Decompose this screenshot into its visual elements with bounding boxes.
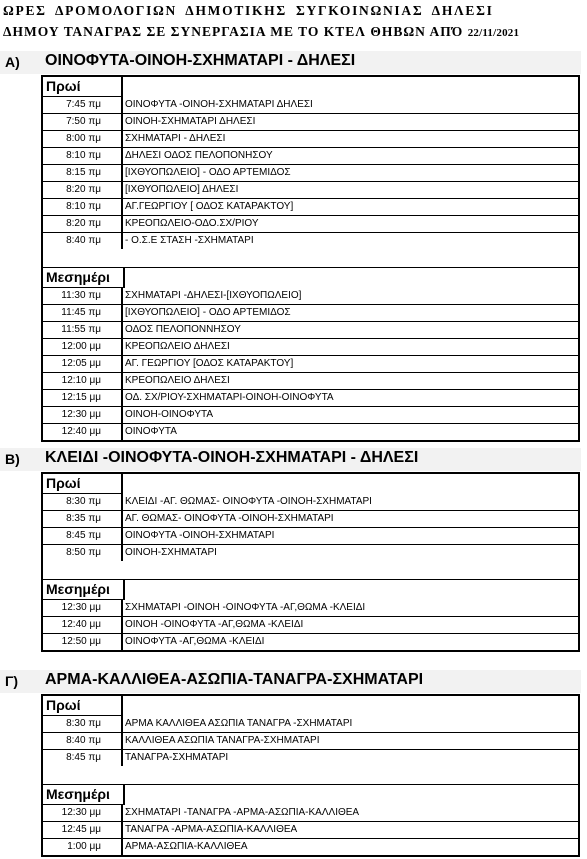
section-b-title: ΚΛΕΙΔΙ -ΟΙΝΟΦΥΤΑ-ΟΙΝΟΗ-ΣΧΗΜΑΤΑΡΙ - ΔΗΛΕΣΙ (45, 449, 419, 466)
midday-label: Μεσημέρι (43, 268, 125, 288)
route-stops: ΑΡΜΑ ΚΑΛΛΙΘΕΑ ΑΣΩΠΙΑ ΤΑΝΑΓΡΑ -ΣΧΗΜΑΤΑΡΙ (125, 718, 353, 729)
departure-time: 11:30 πμ (43, 288, 123, 304)
departure-time: 12:45 μμ (43, 822, 123, 838)
departure-time: 8:40 πμ (43, 233, 123, 249)
route-stops: ΣΧΗΜΑΤΑΡΙ -ΔΗΛΕΣΙ-[ΙΧΘΥΟΠΩΛΕΙΟ] (125, 290, 302, 301)
schedule-row (43, 407, 578, 424)
schedule-row (43, 114, 578, 131)
schedule-row (43, 600, 578, 617)
route-stops: ΟΙΝΟΦΥΤΑ -ΟΙΝΟΗ-ΣΧΗΜΑΤΑΡΙ (125, 530, 275, 541)
schedule-row (43, 839, 578, 855)
route-stops: [ΙΧΘΥΟΠΩΛΕΙΟ] ΔΗΛΕΣΙ (125, 184, 239, 195)
route-stops: ΔΗΛΕΣΙ ΟΔΟΣ ΠΕΛΟΠΟΝΗΣΟΥ (125, 150, 273, 161)
schedule-row (43, 617, 578, 634)
schedule-row (43, 322, 578, 339)
midday-label: Μεσημέρι (43, 580, 125, 600)
section-a-header (0, 51, 581, 74)
schedule-row (43, 545, 578, 561)
departure-time: 12:40 μμ (43, 617, 123, 633)
departure-time: 11:45 πμ (43, 305, 123, 321)
route-stops: ΟΙΝΟΗ-ΟΙΝΟΦΥΤΑ (125, 409, 214, 420)
departure-time: 8:20 πμ (43, 216, 123, 232)
route-stops: ΟΔ. ΣΧ/ΡΙΟΥ-ΣΧΗΜΑΤΑΡΙ-ΟΙΝΟΗ-ΟΙΝΟΦΥΤΑ (125, 392, 334, 403)
section-a-table (41, 75, 580, 442)
departure-time: 12:40 μμ (43, 424, 123, 440)
departure-time: 8:10 πμ (43, 199, 123, 215)
section-b-letter: Β) (5, 451, 20, 467)
departure-time: 8:30 πμ (43, 494, 123, 510)
midday-label: Μεσημέρι (43, 785, 125, 805)
route-stops: ΚΛΕΙΔΙ -ΑΓ. ΘΩΜΑΣ- ΟΙΝΟΦΥΤΑ -ΟΙΝΟΗ-ΣΧΗΜΑΤΑΡΙ (125, 496, 372, 507)
departure-time: 12:00 μμ (43, 339, 123, 355)
section-c-header (0, 670, 581, 693)
route-stops: ΣΧΗΜΑΤΑΡΙ - ΔΗΛΕΣΙ (125, 133, 226, 144)
schedule-row (43, 288, 578, 305)
header-date: 22/11/2021 (467, 27, 520, 39)
departure-time: 12:15 μμ (43, 390, 123, 406)
departure-time: 8:10 πμ (43, 148, 123, 164)
schedule-row (43, 373, 578, 390)
schedule-row (43, 750, 578, 766)
departure-time: 8:45 πμ (43, 750, 123, 766)
table-spacer (43, 766, 578, 785)
departure-time: 12:30 μμ (43, 600, 123, 616)
schedule-row (43, 494, 578, 511)
departure-time: 12:50 μμ (43, 634, 123, 650)
section-c-table (41, 694, 580, 857)
departure-time: 12:05 μμ (43, 356, 123, 372)
route-stops: ΑΓ.ΓΕΩΡΓΙΟΥ [ ΟΔΟΣ ΚΑΤΑΡΑΚΤΟΥ] (125, 201, 294, 212)
route-stops: ΟΙΝΟΗ -ΟΙΝΟΦΥΤΑ -ΑΓ,ΘΩΜΑ -ΚΛΕΙΔΙ (125, 619, 304, 630)
schedule-row (43, 805, 578, 822)
section-b-table (41, 472, 580, 652)
header-line-2-text: ΔΗΜΟΥ ΤΑΝΑΓΡΑΣ ΣΕ ΣΥΝΕΡΓΑΣΙΑ ΜΕ ΤΟ ΚΤΕΛ ΘΗΒΩΝ ΑΠΌ (3, 24, 464, 39)
route-stops: [ΙΧΘΥΟΠΩΛΕΙΟ] - ΟΔΟ ΑΡΤΕΜΙΔΟΣ (125, 167, 291, 178)
schedule-row (43, 528, 578, 545)
route-stops: ΤΑΝΑΓΡΑ -ΑΡΜΑ-ΑΣΩΠΙΑ-ΚΑΛΛΙΘΕΑ (125, 824, 298, 835)
schedule-row (43, 305, 578, 322)
schedule-row (43, 199, 578, 216)
schedule-row (43, 182, 578, 199)
departure-time: 8:00 πμ (43, 131, 123, 147)
morning-label: Πρωί (43, 77, 123, 97)
table-spacer (43, 249, 578, 268)
schedule-row (43, 822, 578, 839)
departure-time: 8:45 πμ (43, 528, 123, 544)
section-c-title: ΑΡΜΑ-ΚΑΛΛΙΘΕΑ-ΑΣΩΠΙΑ-ΤΑΝΑΓΡΑ-ΣΧΗΜΑΤΑΡΙ (45, 671, 424, 688)
route-stops: ΚΡΕΟΠΩΛΕΙΟ ΔΗΛΕΣΙ (125, 375, 230, 386)
departure-time: 12:10 μμ (43, 373, 123, 389)
schedule-row (43, 97, 578, 114)
section-b-header (0, 448, 581, 471)
schedule-row (43, 716, 578, 733)
schedule-row (43, 216, 578, 233)
route-stops: ΑΓ. ΘΩΜΑΣ- ΟΙΝΟΦΥΤΑ -ΟΙΝΟΗ-ΣΧΗΜΑΤΑΡΙ (125, 513, 334, 524)
departure-time: 11:55 πμ (43, 322, 123, 338)
schedule-row (43, 165, 578, 182)
route-stops: ΚΑΛΛΙΘΕΑ ΑΣΩΠΙΑ ΤΑΝΑΓΡΑ-ΣΧΗΜΑΤΑΡΙ (125, 735, 320, 746)
schedule-row (43, 511, 578, 528)
schedule-row (43, 356, 578, 373)
schedule-row (43, 390, 578, 407)
departure-time: 8:50 πμ (43, 545, 123, 561)
departure-time: 1:00 μμ (43, 839, 123, 855)
route-stops: ΚΡΕΟΠΩΛΕΙΟ-ΟΔΟ.ΣΧ/ΡΙΟΥ (125, 218, 259, 229)
header-line-2 (3, 24, 519, 40)
route-stops: [ΙΧΘΥΟΠΩΛΕΙΟ] - ΟΔΟ ΑΡΤΕΜΙΔΟΣ (125, 307, 291, 318)
header-line-1: ΩΡΕΣ ΔΡΟΜΟΛΟΓΙΩΝ ΔΗΜΟΤΙΚΗΣ ΣΥΓΚΟΙΝΩΝΙΑΣ ΔΗΛΕΣΙ (3, 3, 494, 18)
schedule-row (43, 131, 578, 148)
schedule-row (43, 339, 578, 356)
departure-time: 12:30 μμ (43, 407, 123, 423)
table-spacer (43, 561, 578, 580)
departure-time: 8:15 πμ (43, 165, 123, 181)
route-stops: ΤΑΝΑΓΡΑ-ΣΧΗΜΑΤΑΡΙ (125, 752, 229, 763)
route-stops: ΣΧΗΜΑΤΑΡΙ -ΤΑΝΑΓΡΑ -ΑΡΜΑ-ΑΣΩΠΙΑ-ΚΑΛΛΙΘΕΑ (125, 807, 360, 818)
route-stops: ΟΔΟΣ ΠΕΛΟΠΟΝΝΗΣΟΥ (125, 324, 241, 335)
departure-time: 8:35 πμ (43, 511, 123, 527)
departure-time: 7:50 πμ (43, 114, 123, 130)
departure-time: 12:30 μμ (43, 805, 123, 821)
section-c-letter: Γ) (5, 673, 19, 689)
schedule-row (43, 634, 578, 650)
route-stops: - Ο.Σ.Ε ΣΤΑΣΗ -ΣΧΗΜΑΤΑΡΙ (125, 235, 254, 246)
schedule-row (43, 148, 578, 165)
departure-time: 8:30 πμ (43, 716, 123, 732)
route-stops: ΟΙΝΟΗ-ΣΧΗΜΑΤΑΡΙ ΔΗΛΕΣΙ (125, 116, 256, 127)
route-stops: ΣΧΗΜΑΤΑΡΙ -ΟΙΝΟΗ -ΟΙΝΟΦΥΤΑ -ΑΓ,ΘΩΜΑ -ΚΛΕΙΔΙ (125, 602, 366, 613)
morning-label: Πρωί (43, 696, 123, 716)
route-stops: ΟΙΝΟΦΥΤΑ -ΟΙΝΟΗ-ΣΧΗΜΑΤΑΡΙ ΔΗΛΕΣΙ (125, 99, 313, 110)
route-stops: ΑΡΜΑ-ΑΣΩΠΙΑ-ΚΑΛΛΙΘΕΑ (125, 841, 248, 852)
schedule-row (43, 733, 578, 750)
section-a-title: ΟΙΝΟΦΥΤΑ-ΟΙΝΟΗ-ΣΧΗΜΑΤΑΡΙ - ΔΗΛΕΣΙ (45, 52, 356, 69)
route-stops: ΚΡΕΟΠΩΛΕΙΟ ΔΗΛΕΣΙ (125, 341, 230, 352)
departure-time: 8:20 πμ (43, 182, 123, 198)
schedule-row (43, 424, 578, 440)
route-stops: ΟΙΝΟΦΥΤΑ (125, 426, 177, 437)
departure-time: 7:45 πμ (43, 97, 123, 113)
route-stops: ΟΙΝΟΦΥΤΑ -ΑΓ,ΘΩΜΑ -ΚΛΕΙΔΙ (125, 636, 265, 647)
route-stops: ΟΙΝΟΗ-ΣΧΗΜΑΤΑΡΙ (125, 547, 217, 558)
section-a-letter: Α) (5, 54, 20, 70)
route-stops: ΑΓ. ΓΕΩΡΓΙΟΥ [ΟΔΟΣ ΚΑΤΑΡΑΚΤΟΥ] (125, 358, 294, 369)
departure-time: 8:40 πμ (43, 733, 123, 749)
morning-label: Πρωί (43, 474, 123, 494)
schedule-row (43, 233, 578, 249)
